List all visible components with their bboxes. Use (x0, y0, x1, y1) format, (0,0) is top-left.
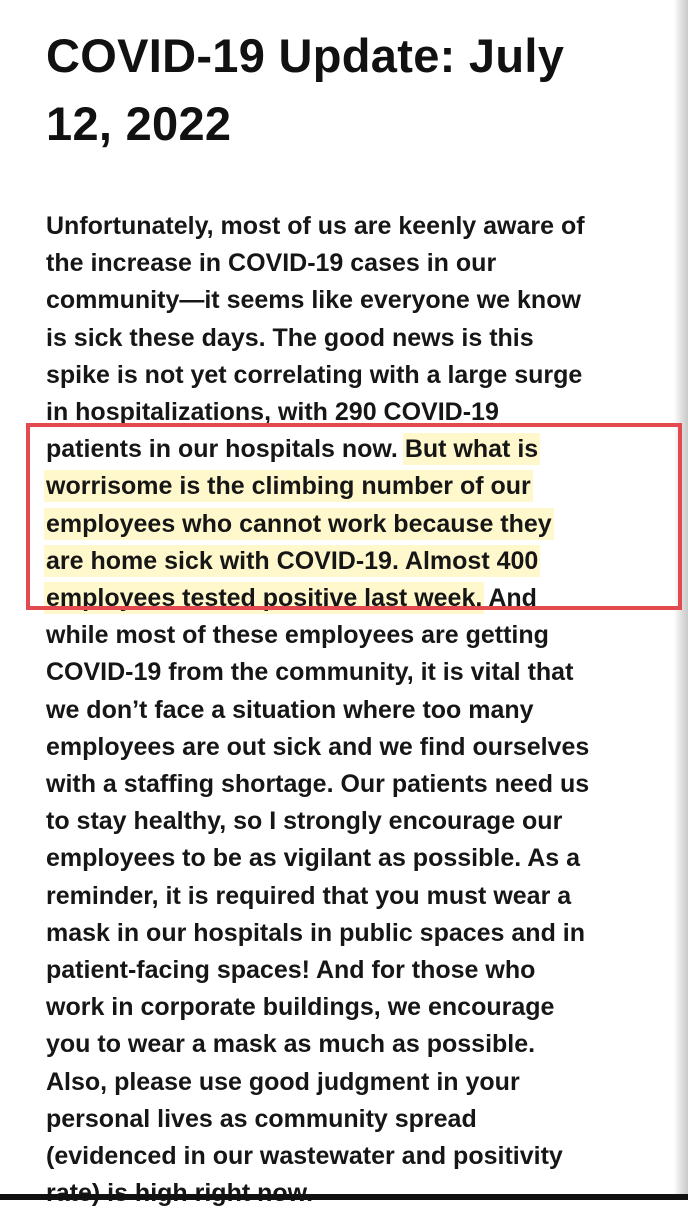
title-line-2: 12, 2022 (46, 97, 232, 150)
text-line: with a staffing shortage. Our patients need us (46, 770, 590, 799)
highlighted-text: employees who cannot work because they (46, 509, 552, 538)
highlighted-text: employees tested positive last week. (46, 584, 483, 613)
article-body (46, 208, 676, 1212)
text-line: (evidenced in our wastewater and positivity (46, 1142, 563, 1171)
text-line-highlighted (46, 468, 676, 505)
text-line: is sick these days. The good news is this (46, 323, 534, 352)
text-line: employees to be as vigilant as possible. As a (46, 844, 580, 873)
text-line: employees are out sick and we find ourselves (46, 732, 590, 761)
page-title (46, 22, 678, 158)
text-line-mixed (46, 431, 676, 468)
text-line: Also, please use good judgment in your (46, 1067, 520, 1096)
plain-text: And (482, 584, 537, 613)
text-line: COVID-19 from the community, it is vital that (46, 658, 574, 687)
text-line: you to wear a mask as much as possible. (46, 1030, 536, 1059)
text-line: mask in our hospitals in public spaces and in (46, 918, 586, 947)
highlighted-text: But what is (404, 435, 539, 464)
text-line: we don’t face a situation where too many (46, 695, 534, 724)
page-edge-shadow (674, 0, 688, 1200)
text-line: patient-facing spaces! And for those who (46, 956, 536, 985)
text-line: Unfortunately, most of us are keenly aware of (46, 212, 585, 240)
text-line: in hospitalizations, with 290 COVID-19 (46, 398, 499, 427)
text-line-mixed (46, 580, 676, 617)
bottom-border (0, 1194, 688, 1200)
highlighted-text: are home sick with COVID-19. Almost 400 (46, 546, 539, 575)
text-line: while most of these employees are getting (46, 621, 549, 650)
text-line-highlighted (46, 543, 676, 580)
text-line: work in corporate buildings, we encourage (46, 993, 555, 1022)
text-line: the increase in COVID-19 cases in our (46, 249, 497, 278)
text-line: community—it seems like everyone we know (46, 286, 581, 315)
highlighted-text: worrisome is the climbing number of our (46, 472, 531, 501)
text-line: spike is not yet correlating with a large surge (46, 360, 583, 389)
text-line: reminder, it is required that you must wear a (46, 881, 572, 910)
title-line-1: COVID-19 Update: July (46, 29, 565, 82)
text-line: personal lives as community spread (46, 1104, 477, 1133)
plain-text: patients in our hospitals now. (46, 435, 405, 464)
text-line: to stay healthy, so I strongly encourage our (46, 807, 563, 836)
text-line-highlighted (46, 506, 676, 543)
